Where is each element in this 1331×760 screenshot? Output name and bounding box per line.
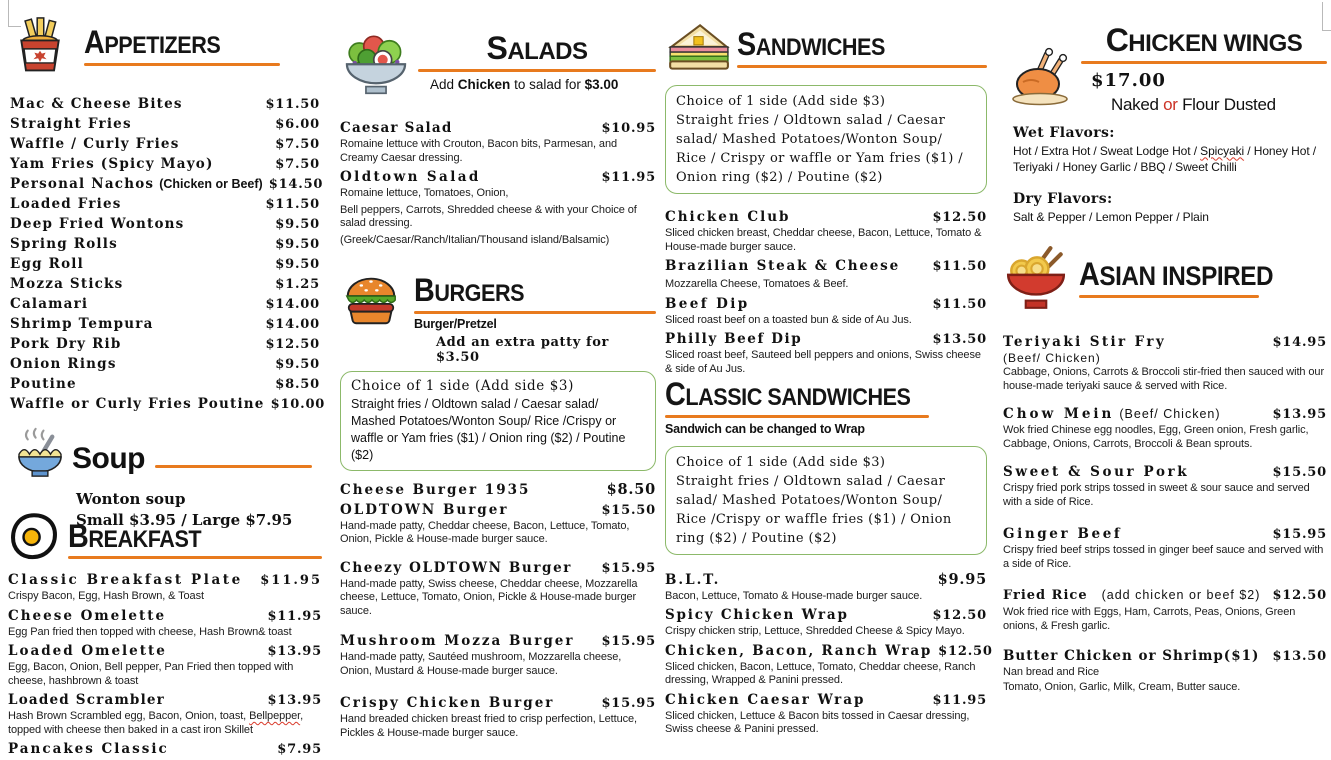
menu-item: Butter Chicken or Shrimp($1) $13.50 Nan bread and Rice Tomato, Onion, Garlic, Milk, Cream, Butter sauce. <box>1003 648 1327 693</box>
menu-item: Pork Dry Rib $12.50 <box>10 336 320 352</box>
section-burgers <box>340 268 656 743</box>
menu-item: Mozza Sticks $1.25 <box>10 276 320 292</box>
menu-item: Fried Rice (add chicken or beef $2) $12.50 Wok fried rice with Eggs, Ham, Carrots, Peas, Onions, Green onions, & Fresh garlic. <box>1003 588 1327 632</box>
menu-item: Personal Nachos (Chicken or Beef) $14.50 <box>10 176 324 192</box>
burgers-note: Add an extra patty for $3.50 <box>436 334 609 365</box>
orange-underline <box>155 465 312 468</box>
wings-style-line: Naked or Flour Dusted <box>1111 94 1276 114</box>
menu-item: Oldtown Salad $11.95 Romaine lettuce, Tomatoes, Onion, Bell peppers, Carrots, Shredded cheese & with your Choice of salad dressing. (Greek/Caesar/Ranch/Italian/Thousand island/Balsamic) <box>340 169 656 246</box>
section-title: BREAKFAST <box>68 517 202 554</box>
orange-underline <box>414 311 656 314</box>
misspelled-word: Spicyaki <box>1200 143 1245 158</box>
burgers-subtitle: Burger/Pretzel <box>414 316 497 331</box>
menu-item: Loaded Scrambler $13.95 Hash Brown Scrambled egg, Bacon, Onion, toast, Bellpepper, topped with cheese then baked in a cast iron Skillet <box>8 692 322 736</box>
menu-item: Brazilian Steak & Cheese $11.50 Mozzarella Cheese, Tomatoes & Beef. <box>665 258 987 290</box>
menu-item: Spicy Chicken Wrap $12.50 Crispy chicken strip, Lettuce, Shredded Cheese & Spicy Mayo. <box>665 607 987 638</box>
section-title: CLASSIC SANDWICHES <box>665 376 911 412</box>
menu-item: Crispy Chicken Burger $15.95 Hand breaded chicken breast fried to crisp perfection, Lettuce, Pickles & House-made burger sauce. <box>340 695 656 739</box>
wet-flavors-label: Wet Flavors: <box>1013 124 1115 141</box>
menu-item: Spring Rolls $9.50 <box>10 236 320 252</box>
salads-note: Add Chicken to salad for $3.00 <box>430 76 619 92</box>
section-title: SANDWICHES <box>737 26 885 62</box>
menu-item: Ginger Beef $15.95 Crispy fried beef strips tossed in ginger beef sauce and served with a side of Rice. <box>1003 526 1327 570</box>
menu-item: Deep Fried Wontons $9.50 <box>10 216 320 232</box>
misspelled-word: Bellpepper <box>249 710 301 722</box>
menu-item: Mac & Cheese Bites $11.50 <box>10 96 320 112</box>
orange-underline <box>1079 295 1259 298</box>
section-title: CHICKEN WINGS <box>1105 22 1303 58</box>
menu-item: OLDTOWN Burger $15.50 Hand-made patty, Cheddar cheese, Bacon, Lettuce, Tomato, Onion, Pickle & House-made burger sauce. <box>340 501 656 546</box>
section-title: ASIAN INSPIRED <box>1079 256 1274 292</box>
fried-egg-icon <box>8 512 60 567</box>
menu-item: Straight Fries $6.00 <box>10 116 320 132</box>
menu-item: Poutine $8.50 <box>10 376 320 392</box>
menu-item: Sweet & Sour Pork $15.50 Crispy fried pork strips tossed in sweet & sour sauce and served with a side of Rice. <box>1003 464 1327 508</box>
menu-item: B.L.T. $9.95 Bacon, Lettuce, Tomato & House-made burger sauce. <box>665 570 987 602</box>
burger-icon <box>340 268 402 337</box>
salad-bowl-icon <box>340 24 412 105</box>
menu-item: Loaded Omelette $13.95 Egg, Bacon, Onion, Bell pepper, Pan Fried then topped with cheese, hashbrown & toast <box>8 643 322 687</box>
wings-price: $17.00 <box>1091 69 1166 91</box>
orange-underline <box>737 65 987 68</box>
section-title: Soup <box>72 441 145 475</box>
sandwich-icon <box>665 20 731 83</box>
side-choice-box: Choice of 1 side (Add side $3) Straight fries / Oldtown salad / Caesar salad/ Mashed Potatoes/Wonton Soup/ Rice / Crispy or waffle or Yam fries ($1) / Onion ring ($2) / Poutine ($2) <box>665 85 987 194</box>
soup-bowl-icon <box>12 428 68 489</box>
orange-underline <box>1081 61 1327 64</box>
section-chicken-wings <box>1003 24 1327 225</box>
menu-item: Shrimp Tempura $14.00 <box>10 316 320 332</box>
menu-item: Beef Dip $11.50 Sliced roast beef on a toasted bun & side of Au Jus. <box>665 295 987 326</box>
section-classic-sandwiches <box>665 376 993 740</box>
menu-item: Yam Fries (Spicy Mayo) $7.50 <box>10 156 320 172</box>
orange-underline <box>418 69 656 72</box>
section-asian-inspired <box>1003 244 1327 697</box>
menu-item: Caesar Salad $10.95 Romaine lettuce with Crouton, Bacon bits, Parmesan, and Creamy Caesar dressing. <box>340 120 656 164</box>
page-corner-mark <box>8 0 9 26</box>
menu-item: Onion Rings $9.50 <box>10 356 320 372</box>
menu-item: Cheese Omelette $11.95 Egg Pan fried then topped with cheese, Hash Brown& toast <box>8 607 322 638</box>
menu-item: Waffle or Curly Fries Poutine $10.00 <box>10 396 326 412</box>
menu-item: Chicken, Bacon, Ranch Wrap $12.50 Sliced chicken, Bacon, Lettuce, Tomato, Cheddar cheese, Ranch dressing, Wrapped & Panini pressed. <box>665 642 993 687</box>
classic-subtitle: Sandwich can be changed to Wrap <box>665 421 865 436</box>
side-choice-box: Choice of 1 side (Add side $3) Straight fries / Oldtown salad / Caesar salad/ Mashed Potatoes/Wonton Soup/ Rice /Crispy or waffle fries ($1) / Onion ring ($2) / Poutine ($2) <box>665 446 987 555</box>
section-sandwiches <box>665 20 987 379</box>
side-choice-box: Choice of 1 side (Add side $3) Straight fries / Oldtown salad / Caesar salad/ Mashed Potatoes/Wonton Soup/ Rice /Crispy or waffle or Yam fries ($1) / Onion ring ($2) / Poutine ($2) <box>340 371 656 471</box>
menu-item: Pancakes Classic $7.95 <box>8 741 322 757</box>
section-title: SALADS <box>486 30 588 66</box>
orange-underline <box>665 415 929 418</box>
menu-item: Chow Mein (Beef/ Chicken) $13.95 Wok fried Chinese egg noodles, Egg, Green onion, Fresh garlic, Cabbage, Onions, Carrots, Broccoli & Bean sprouts. <box>1003 406 1327 450</box>
section-salads <box>340 24 656 250</box>
menu-item: Philly Beef Dip $13.50 Sliced roast beef, Sauteed bell peppers and onions, Swiss cheese & side of Au Jus. <box>665 331 987 375</box>
fries-basket-icon <box>10 14 70 85</box>
soup-item: Wonton soup <box>76 490 186 508</box>
dry-flavors-label: Dry Flavors: <box>1013 190 1113 207</box>
roast-chicken-icon <box>1009 46 1073 111</box>
soup-sizes: Small $3.95 / Large $7.95 <box>76 511 293 529</box>
dry-flavors-list: Salt & Pepper / Lemon Pepper / Plain <box>1013 209 1209 224</box>
menu-item: Waffle / Curly Fries $7.50 <box>10 136 320 152</box>
section-appetizers <box>10 14 326 415</box>
menu-item: Calamari $14.00 <box>10 296 320 312</box>
menu-item: Chicken Caesar Wrap $11.95 Sliced chicken, Lettuce & Bacon bits tossed in Caesar dressing, Swiss cheese & Panini pressed. <box>665 691 987 736</box>
section-title: APPETIZERS <box>84 24 221 60</box>
orange-underline <box>84 63 280 66</box>
menu-item: Loaded Fries $11.50 <box>10 196 320 212</box>
menu-item: Mushroom Mozza Burger $15.95 Hand-made patty, Sautéed mushroom, Mozzarella cheese, Onion, Mustard & House-made burger sauce. <box>340 633 656 677</box>
wet-flavors-list: Hot / Extra Hot / Sweat Lodge Hot / Spicyaki / Honey Hot / Teriyaki / Honey Garlic / BBQ / Sweet Chilli <box>1013 143 1317 174</box>
section-breakfast <box>8 512 322 760</box>
menu-item: Egg Roll $9.50 <box>10 256 320 272</box>
menu-item: Cheese Burger 1935 $8.50 <box>340 480 656 498</box>
noodle-bowl-icon <box>1003 244 1069 319</box>
menu-item: Cheezy OLDTOWN Burger $15.95 Hand-made patty, Swiss cheese, Cheddar cheese, Mozzarella cheese, Lettuce, Tomato, Onion, Pickle & House-made burger sauce. <box>340 559 656 617</box>
menu-item: Classic Breakfast Plate $11.95 Crispy Bacon, Egg, Hash Brown, & Toast <box>8 572 322 602</box>
menu-item: Teriyaki Stir Fry $14.95 (Beef/ Chicken) Cabbage, Onions, Carrots & Broccoli stir-fried then sauced with our house-made teriyaki sauce & served with Rice. <box>1003 334 1327 392</box>
orange-underline <box>68 556 322 559</box>
menu-item: Chicken Club $12.50 Sliced chicken breast, Cheddar cheese, Bacon, Lettuce, Tomato & House-made burger sauce. <box>665 209 987 253</box>
section-title: BURGERS <box>414 272 525 308</box>
